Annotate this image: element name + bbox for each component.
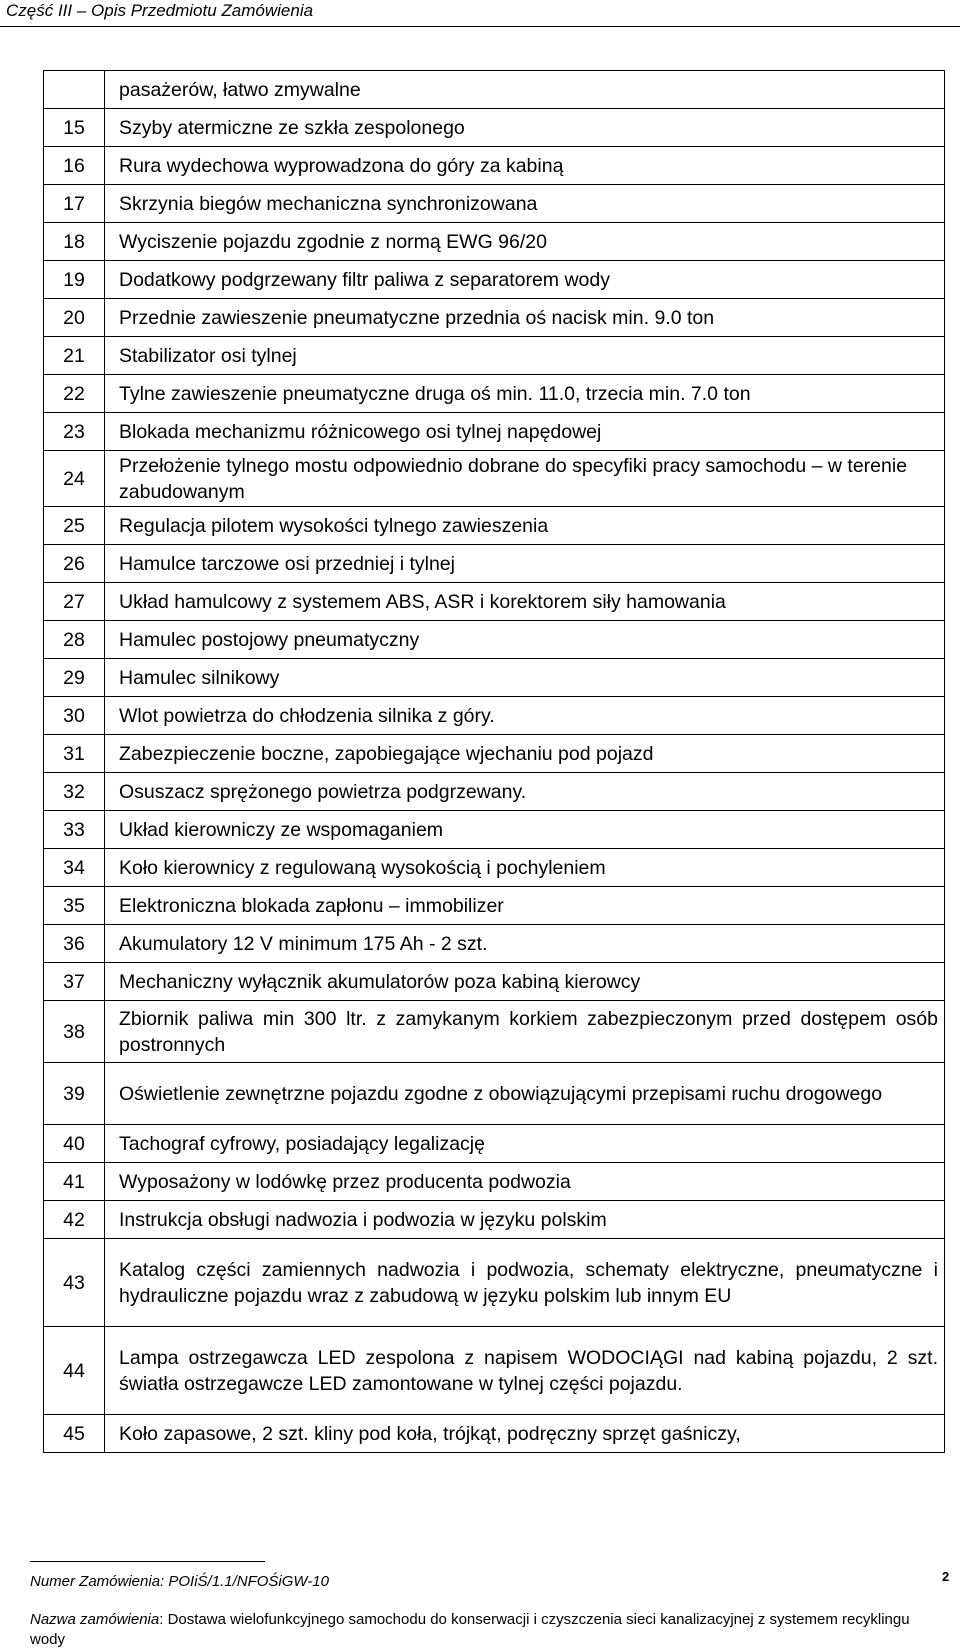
row-number: 29 xyxy=(44,659,105,697)
row-description: Zabezpieczenie boczne, zapobiegające wjechaniu pod pojazd xyxy=(105,735,945,773)
table-row xyxy=(44,337,945,375)
row-description: Przednie zawieszenie pneumatyczne przednia oś nacisk min. 9.0 ton xyxy=(105,299,945,337)
table-row xyxy=(44,697,945,735)
row-description: Akumulatory 12 V minimum 175 Ah - 2 szt. xyxy=(105,925,945,963)
row-number: 24 xyxy=(44,451,105,507)
row-description: Osuszacz sprężonego powietrza podgrzewany. xyxy=(105,773,945,811)
table-row xyxy=(44,887,945,925)
table-row xyxy=(44,507,945,545)
table-row xyxy=(44,583,945,621)
row-number: 18 xyxy=(44,223,105,261)
row-description: Zbiornik paliwa min 300 ltr. z zamykanym korkiem zabezpieczonym przed dostępem osób postronnych xyxy=(105,1001,945,1063)
page-header-title: Część III – Opis Przedmiotu Zamówienia xyxy=(6,1,314,20)
table-row xyxy=(44,1001,945,1063)
table-row xyxy=(44,375,945,413)
table-row xyxy=(44,261,945,299)
row-number: 21 xyxy=(44,337,105,375)
table-row xyxy=(44,849,945,887)
row-description: Hamulec postojowy pneumatyczny xyxy=(105,621,945,659)
table-row xyxy=(44,109,945,147)
row-number: 33 xyxy=(44,811,105,849)
table-row xyxy=(44,223,945,261)
row-number: 31 xyxy=(44,735,105,773)
row-number: 41 xyxy=(44,1163,105,1201)
row-description: Wyciszenie pojazdu zgodnie z normą EWG 96/20 xyxy=(105,223,945,261)
row-number: 26 xyxy=(44,545,105,583)
row-number: 40 xyxy=(44,1125,105,1163)
row-description: Lampa ostrzegawcza LED zespolona z napisem WODOCIĄGI nad kabiną pojazdu, 2 szt. światła ostrzegawcze LED zamontowane w tylnej części pojazdu. xyxy=(105,1327,945,1415)
row-description: Szyby atermiczne ze szkła zespolonego xyxy=(105,109,945,147)
row-number: 19 xyxy=(44,261,105,299)
row-number: 35 xyxy=(44,887,105,925)
table-row xyxy=(44,545,945,583)
row-description: Wyposażony w lodówkę przez producenta podwozia xyxy=(105,1163,945,1201)
row-number: 17 xyxy=(44,185,105,223)
row-number xyxy=(44,71,105,109)
row-number: 37 xyxy=(44,963,105,1001)
row-description: Przełożenie tylnego mostu odpowiednio dobrane do specyfiki pracy samochodu – w terenie zabudowanym xyxy=(105,451,945,507)
row-description: Koło zapasowe, 2 szt. kliny pod koła, trójkąt, podręczny sprzęt gaśniczy, xyxy=(105,1415,945,1453)
table-row xyxy=(44,925,945,963)
table-row xyxy=(44,1125,945,1163)
row-description: Dodatkowy podgrzewany filtr paliwa z separatorem wody xyxy=(105,261,945,299)
order-number: Numer Zamówienia: POIiŚ/1.1/NFOŚiGW-10 xyxy=(30,1573,329,1590)
row-description: Hamulce tarczowe osi przedniej i tylnej xyxy=(105,545,945,583)
footer-divider xyxy=(30,1561,265,1562)
row-description: Instrukcja obsługi nadwozia i podwozia w języku polskim xyxy=(105,1201,945,1239)
table-row xyxy=(44,1063,945,1125)
row-number: 30 xyxy=(44,697,105,735)
table-row xyxy=(44,413,945,451)
order-name-label: Nazwa zamówienia xyxy=(30,1611,160,1628)
row-description: Hamulec silnikowy xyxy=(105,659,945,697)
table-row xyxy=(44,1201,945,1239)
row-number: 20 xyxy=(44,299,105,337)
table-row xyxy=(44,621,945,659)
row-description: Rura wydechowa wyprowadzona do góry za kabiną xyxy=(105,147,945,185)
table-row xyxy=(44,1415,945,1453)
row-description: Katalog części zamiennych nadwozia i podwozia, schematy elektryczne, pneumatyczne i hydrauliczne pojazdu wraz z zabudową w języku polskim lub innym EU xyxy=(105,1239,945,1327)
order-name xyxy=(30,1610,920,1650)
table-row xyxy=(44,1163,945,1201)
table-row xyxy=(44,659,945,697)
row-number: 43 xyxy=(44,1239,105,1327)
row-description: Blokada mechanizmu różnicowego osi tylnej napędowej xyxy=(105,413,945,451)
row-description: Układ kierowniczy ze wspomaganiem xyxy=(105,811,945,849)
row-number: 22 xyxy=(44,375,105,413)
row-number: 16 xyxy=(44,147,105,185)
row-number: 42 xyxy=(44,1201,105,1239)
specification-table xyxy=(43,70,945,1453)
table-row xyxy=(44,185,945,223)
row-description: Układ hamulcowy z systemem ABS, ASR i korektorem siły hamowania xyxy=(105,583,945,621)
row-number: 34 xyxy=(44,849,105,887)
row-number: 36 xyxy=(44,925,105,963)
row-number: 38 xyxy=(44,1001,105,1063)
row-description: Skrzynia biegów mechaniczna synchronizowana xyxy=(105,185,945,223)
table-row xyxy=(44,451,945,507)
table-row xyxy=(44,1239,945,1327)
row-number: 45 xyxy=(44,1415,105,1453)
table-row xyxy=(44,811,945,849)
row-number: 39 xyxy=(44,1063,105,1125)
table-row xyxy=(44,963,945,1001)
table-row xyxy=(44,71,945,109)
row-number: 32 xyxy=(44,773,105,811)
specification-table-body xyxy=(44,71,945,1453)
row-description: Mechaniczny wyłącznik akumulatorów poza kabiną kierowcy xyxy=(105,963,945,1001)
row-description: Oświetlenie zewnętrzne pojazdu zgodne z obowiązującymi przepisami ruchu drogowego xyxy=(105,1063,945,1125)
row-number: 28 xyxy=(44,621,105,659)
page-number: 2 xyxy=(942,1569,950,1584)
row-description: Elektroniczna blokada zapłonu – immobilizer xyxy=(105,887,945,925)
row-description: Tylne zawieszenie pneumatyczne druga oś min. 11.0, trzecia min. 7.0 ton xyxy=(105,375,945,413)
table-row xyxy=(44,1327,945,1415)
row-description: Tachograf cyfrowy, posiadający legalizację xyxy=(105,1125,945,1163)
row-description: pasażerów, łatwo zmywalne xyxy=(105,71,945,109)
table-row xyxy=(44,299,945,337)
row-description: Stabilizator osi tylnej xyxy=(105,337,945,375)
row-number: 15 xyxy=(44,109,105,147)
row-number: 23 xyxy=(44,413,105,451)
row-description: Koło kierownicy z regulowaną wysokością i pochyleniem xyxy=(105,849,945,887)
row-number: 44 xyxy=(44,1327,105,1415)
row-number: 25 xyxy=(44,507,105,545)
table-row xyxy=(44,773,945,811)
row-description: Wlot powietrza do chłodzenia silnika z góry. xyxy=(105,697,945,735)
row-description: Regulacja pilotem wysokości tylnego zawieszenia xyxy=(105,507,945,545)
table-row xyxy=(44,147,945,185)
header-divider xyxy=(0,26,960,27)
order-name-value: : Dostawa wielofunkcyjnego samochodu do konserwacji i czyszczenia sieci kanalizacyjnej z systemem recyklingu wody xyxy=(30,1611,910,1648)
row-number: 27 xyxy=(44,583,105,621)
table-row xyxy=(44,735,945,773)
